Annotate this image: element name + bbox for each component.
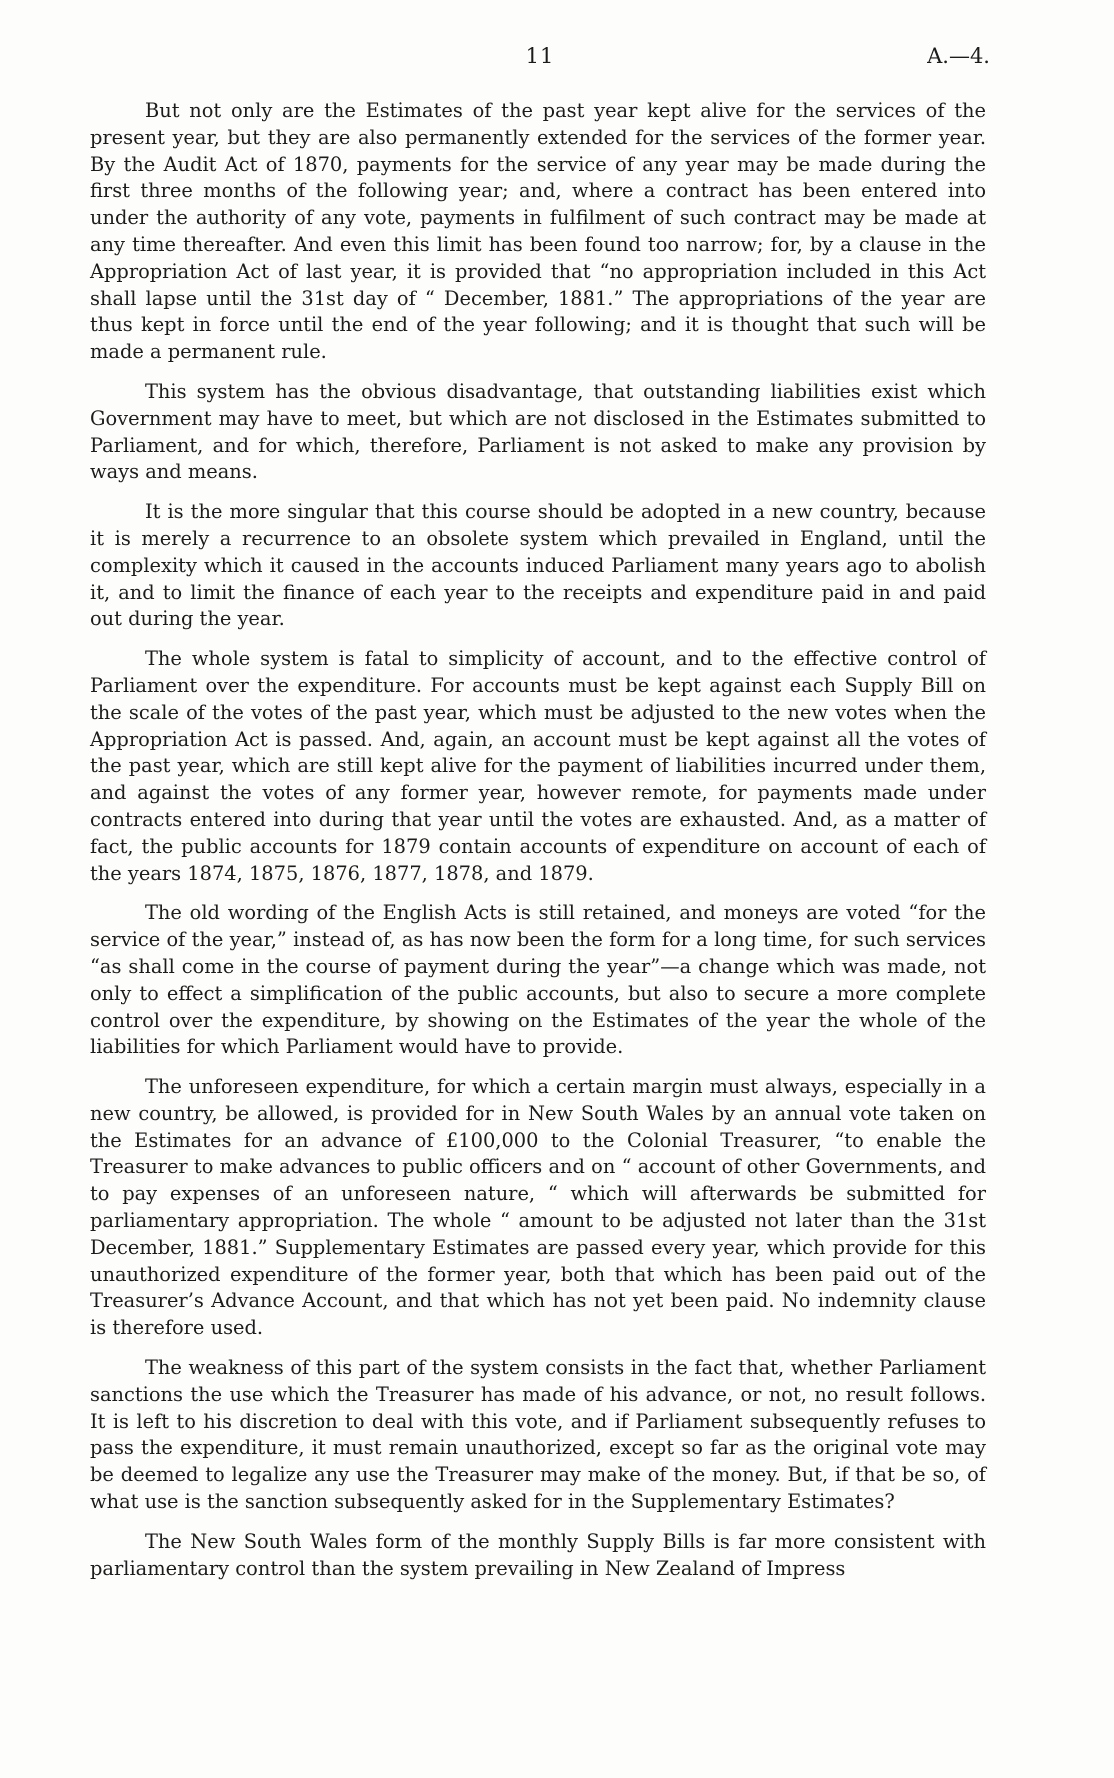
paragraph: The weakness of this part of the system consists in the fact that, whether Parliament sanctions the use which the Treasurer has made of his advance, or not, no result follows. It is left to his discretion to deal with this vote, and if Parliament subsequently refuses to pass the expenditure, it must remain unauthorized, except so far as the original vote may be deemed to legalize any use the Treasurer may make of the money. But, if that be so, of what use is the sanction subsequently asked for in the Supplementary Estimates? bbox=[90, 1356, 986, 1514]
page-header bbox=[90, 44, 990, 74]
paragraph: This system has the obvious disadvantage, that outstanding liabilities exist which Government may have to meet, but which are not disclosed in the Estimates submitted to Parliament, and for which, therefore, Parliament is not asked to make any provision by ways and means. bbox=[90, 379, 986, 484]
paragraph: It is the more singular that this course should be adopted in a new country, because it is merely a recurrence to an obsolete system which prevailed in England, until the complexity which it caused in the accounts induced Parliament many years ago to abolish it, and to limit the finance of each year to the receipts and expenditure paid in and paid out during the year. bbox=[90, 500, 986, 631]
paragraph: The New South Wales form of the monthly Supply Bills is far more consistent with parliamentary control than the system prevailing in New Zealand of Impress bbox=[90, 1529, 986, 1580]
paragraph: The old wording of the English Acts is still retained, and moneys are voted “for the service of the year,” instead of, as has now been the form for a long time, for such services “as shall come in the course of payment during the year”—a change which was made, not only to effect a simplification of the public accounts, but also to secure a more complete control over the expenditure, by showing on the Estimates of the year the whole of the liabilities for which Parliament would have to provide. bbox=[90, 901, 986, 1059]
page-number: 11 bbox=[525, 44, 555, 68]
body-text bbox=[90, 98, 986, 1595]
paragraph: The unforeseen expenditure, for which a certain margin must always, especially in a new country, be allowed, is provided for in New South Wales by an annual vote taken on the Estimates for an advance of £100,000 to the Colonial Treasurer, “to enable the Treasurer to make advances to public officers and on “ account of other Governments, and to pay expenses of an unforeseen nature, “ which will afterwards be submitted for parliamentary appropriation. The whole “ amount to be adjusted not later than the 31st December, 1881.” Supplementary Estimates are passed every year, which provide for this unauthorized expenditure of the former year, both that which has been paid out of the Treasurer’s Advance Account, and that which has not yet been paid. No indemnity clause is therefore used. bbox=[90, 1075, 986, 1340]
paragraph: But not only are the Estimates of the past year kept alive for the services of the present year, but they are also permanently extended for the services of the former year. By the Audit Act of 1870, payments for the service of any year may be made during the first three months of the following year; and, where a contract has been entered into under the authority of any vote, payments in fulfilment of such contract may be made at any time thereafter. And even this limit has been found too narrow; for, by a clause in the Appropriation Act of last year, it is provided that “no appropriation included in this Act shall lapse until the 31st day of “ December, 1881.” The appropriations of the year are thus kept in force until the end of the year following; and it is thought that such will be made a permanent rule. bbox=[90, 99, 986, 364]
document-reference: A.—4. bbox=[927, 44, 990, 68]
paragraph: The whole system is fatal to simplicity of account, and to the effective control of Parliament over the expenditure. For accounts must be kept against each Supply Bill on the scale of the votes of the past year, which must be adjusted to the new votes when the Appropriation Act is passed. And, again, an account must be kept against all the votes of the past year, which are still kept alive for the payment of liabilities incurred under them, and against the votes of any former year, however remote, for payments made under contracts entered into during that year until the votes are exhausted. And, as a matter of fact, the public accounts for 1879 contain accounts of expenditure on account of each of the years 1874, 1875, 1876, 1877, 1878, and 1879. bbox=[90, 647, 986, 885]
